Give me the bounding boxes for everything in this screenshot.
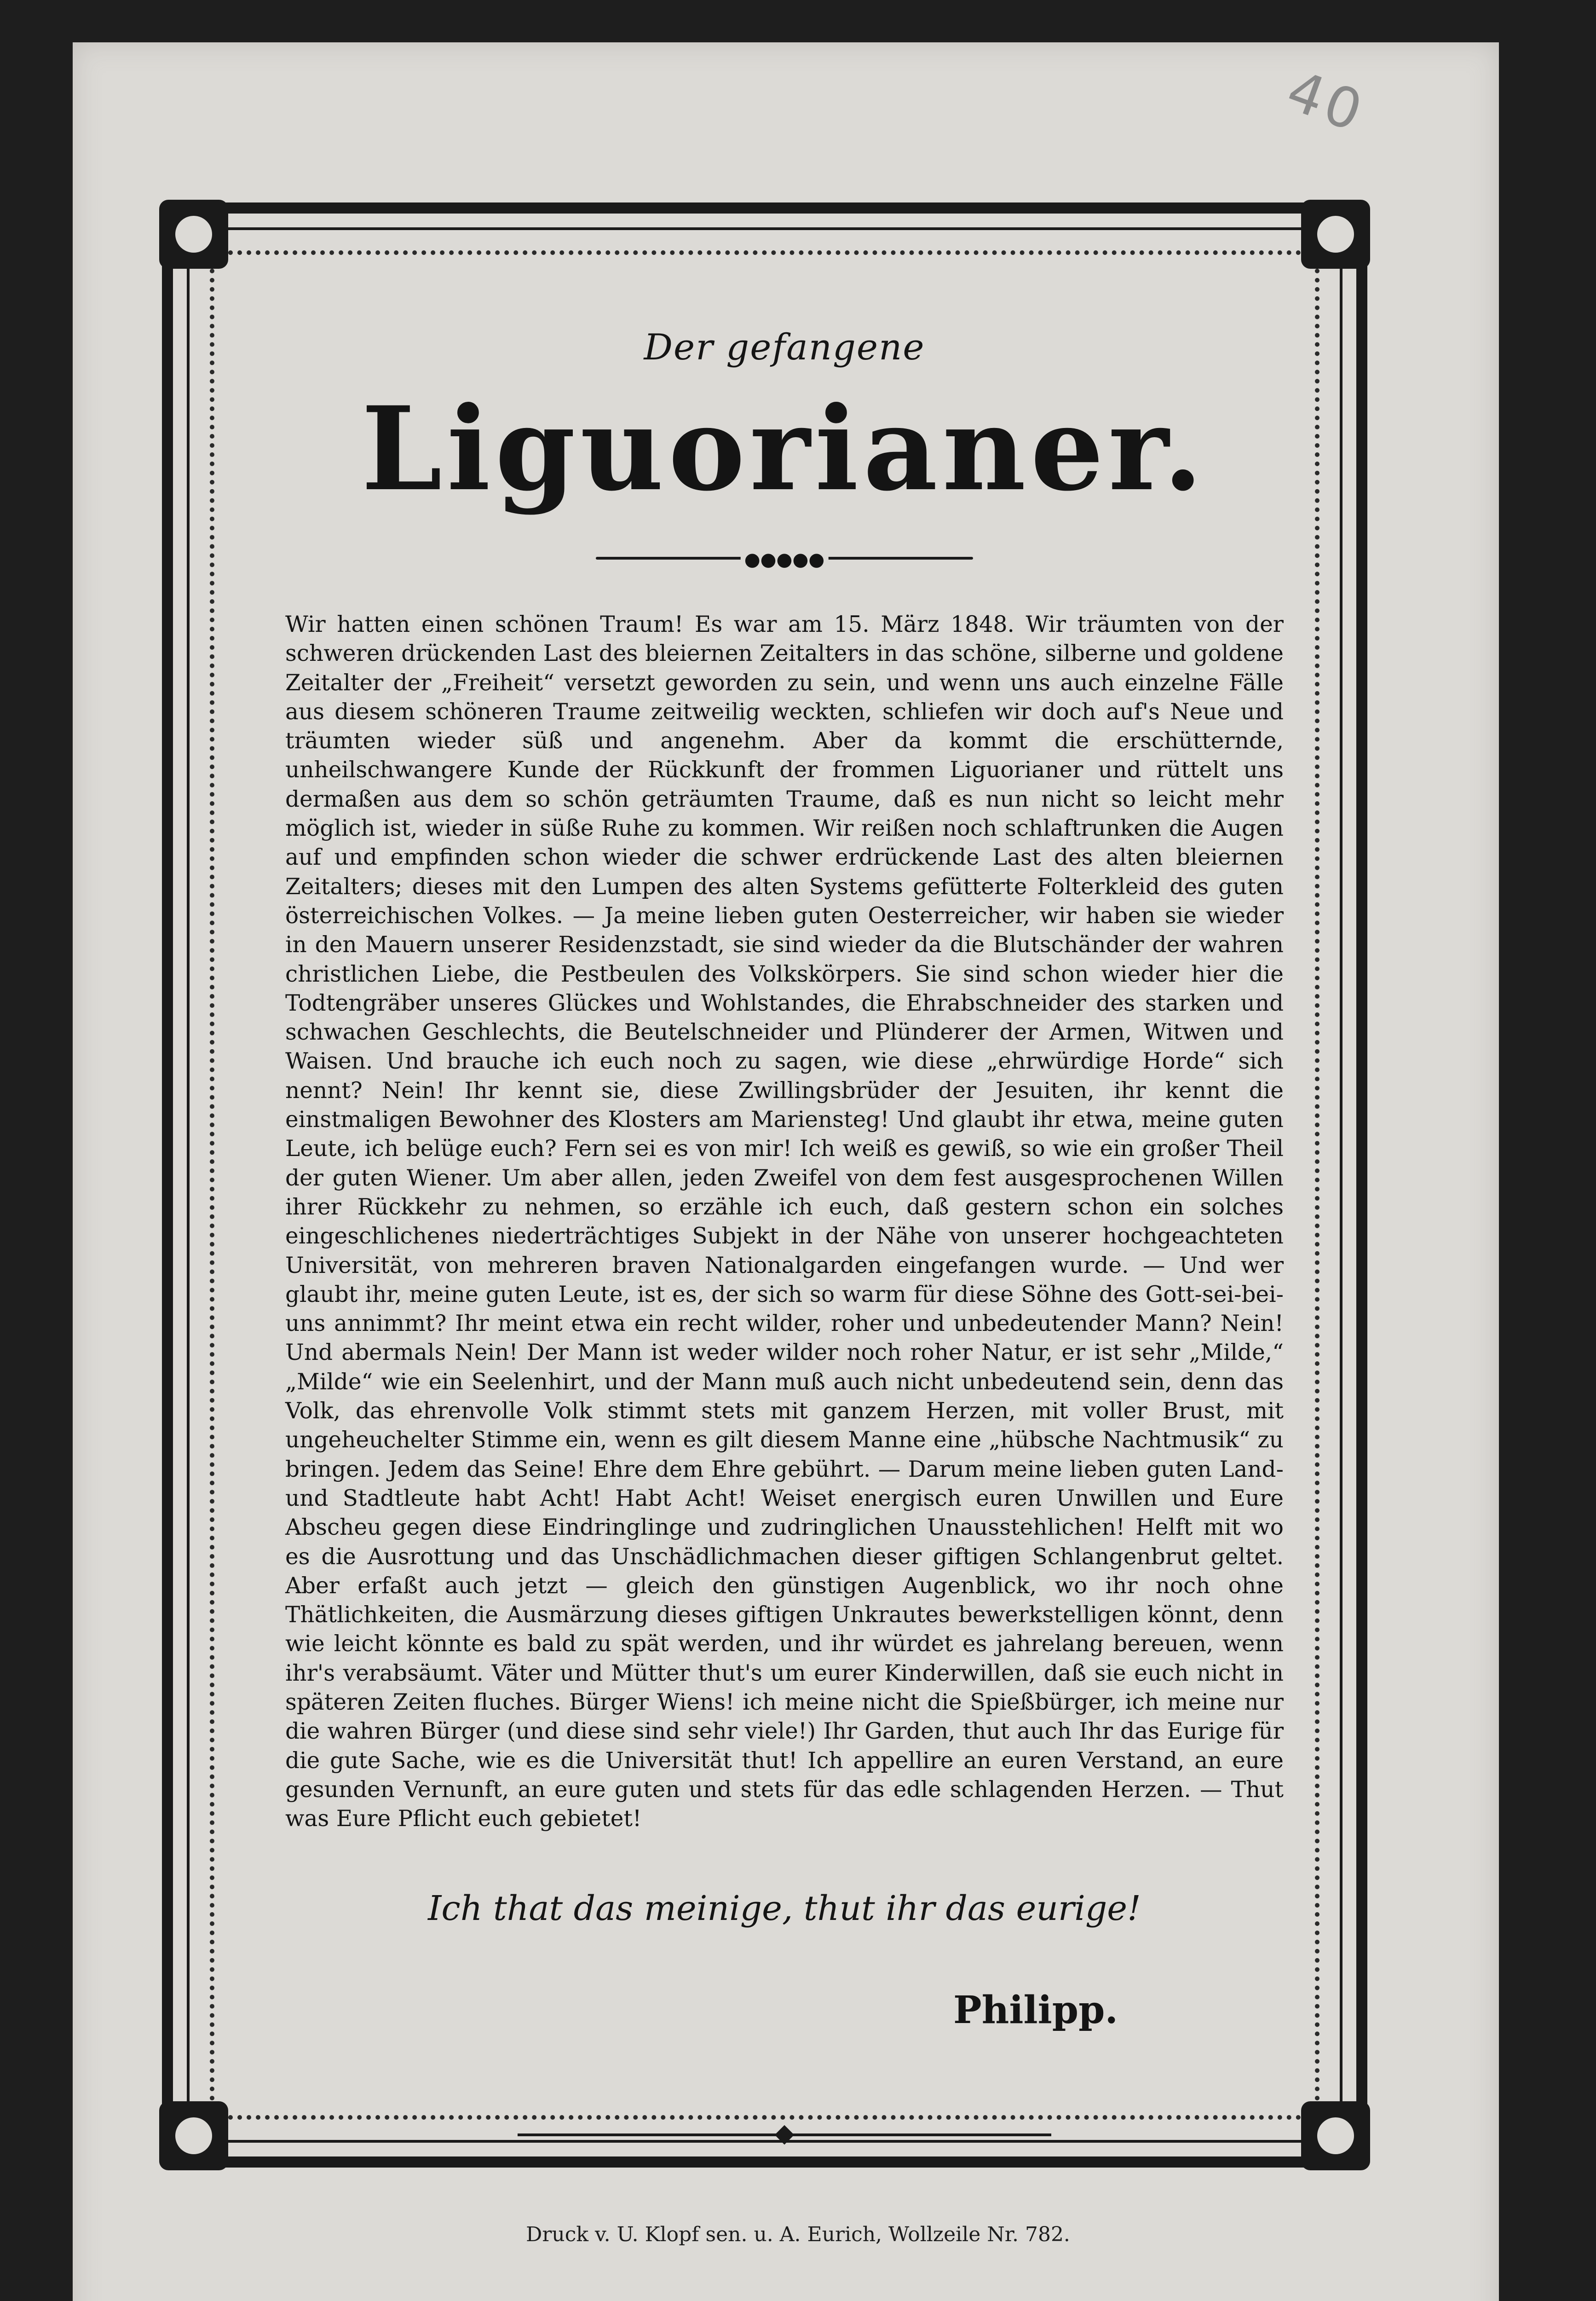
printer-imprint: Druck v. U. Klopf sen. u. A. Eurich, Wollzeile Nr. 782.: [526, 2223, 1070, 2246]
signature: Philipp.: [953, 1988, 1118, 2033]
page-title: Liguorianer.: [361, 381, 1208, 516]
border-corner-ornament: [1301, 200, 1370, 269]
body-text: [285, 610, 1284, 1833]
body-paragraph: Wir hatten einen schönen Traum! Es war am 15. März 1848. Wir träumten von der schweren drückenden Last des bleiernen Zeitalters in das schöne, silberne und goldene Zeitalter der „Freiheit“ versetzt geworden zu sein, und wenn uns auch einzelne Fälle aus diesem schöneren Traume zeitweilig weckten, schliefen wir doch auf's Neue und träumten wieder süß und angenehm. Aber da kommt die erschütternde, unheilschwangere Kunde der Rückkunft der frommen Liguorianer und rüttelt uns dermaßen aus dem so schön geträumten Traume, daß es nun nicht so leicht mehr möglich ist, wieder in süße Ruhe zu kommen. Wir reißen noch schlaftrunken die Augen auf und empfinden schon wieder die schwer erdrückende Last des alten bleiernen Zeitalters; dieses mit den Lumpen des alten Systems gefütterte Folterkleid des guten österreichischen Volkes. — Ja meine lieben guten Oesterreicher, wir haben sie wieder in den Mauern unserer Residenzstadt, sie sind wieder da die Blutschänder der wahren christlichen Liebe, die Pestbeulen des Volkskörpers. Sie sind schon wieder hier die Todtengräber unseres Glückes und Wohlstandes, die Ehrabschneider des starken und schwachen Geschlechts, die Beutelschneider und Plünderer der Armen, Witwen und Waisen. Und brauche ich euch noch zu sagen, wie diese „ehrwürdige Horde“ sich nennt? Nein! Ihr kennt sie, diese Zwillingsbrüder der Jesuiten, ihr kennt die einstmaligen Bewohner des Klosters am Mariensteg! Und glaubt ihr etwa, meine guten Leute, ich belüge euch? Fern sei es von mir! Ich weiß es gewiß, so wie ein großer Theil der guten Wiener. Um aber allen, jeden Zweifel von dem fest ausgesprochenen Willen ihrer Rückkehr zu nehmen, so erzähle ich euch, daß gestern schon ein solches eingeschlichenes niederträchtiges Subjekt in der Nähe von unserer hochgeachteten Universität, von mehreren braven Nationalgarden eingefangen wurde. — Und wer glaubt ihr, meine guten Leute, ist es, der sich so warm für diese Söhne des Gott-sei-bei-uns annimmt? Ihr meint etwa ein recht wilder, roher und unbedeutender Mann? Nein! Und abermals Nein! Der Mann ist weder wilder noch roher Natur, er ist sehr „Milde,“ „Milde“ wie ein Seelenhirt, und der Mann muß auch nicht unbedeutend sein, denn das Volk, das ehrenvolle Volk stimmt stets mit ganzem Herzen, mit voller Brust, mit ungeheuchelter Stimme ein, wenn es gilt diesem Manne eine „hübsche Nachtmusik“ zu bringen. Jedem das Seine! Ehre dem Ehre gebührt. — Darum meine lieben guten Land- und Stadtleute habt Acht! Habt Acht! Weiset energisch euren Unwillen und Eure Abscheu gegen diese Eindringlinge und zudringlichen Unausstehlichen! Helft mit wo es die Ausrottung und das Unschädlichmachen dieser giftigen Schlangenbrut geltet. Aber erfaßt auch jetzt — gleich den günstigen Augenblick, wo ihr noch ohne Thätlichkeiten, die Ausmärzung dieses giftigen Unkrautes bewerkstelligen könnt, denn wie leicht könnte es bald zu spät werden, und ihr würdet es jahrelang bereuen, wenn ihr's verabsäumt. Väter und Mütter thut's um eurer Kinderwillen, daß sie euch nicht in späteren Zeiten fluches. Bürger Wiens! ich meine nicht die Spießbürger, ich meine nur die wahren Bürger (und diese sind sehr viele!) Ihr Garden, thut auch Ihr das Eurige für die gute Sache, wie es die Universität thut! Ich appellire an euren Verstand, an eure gesunden Vernunft, an eure guten und stets für das edle schlagenden Herzen. — Thut was Eure Pflicht euch gebietet!: [285, 612, 1284, 1832]
border-corner-ornament: [159, 200, 228, 269]
rule-ornament-icon: ●●●●●: [741, 550, 829, 569]
border-corner-ornament: [159, 2101, 228, 2170]
border-corner-ornament: [1301, 2101, 1370, 2170]
poster-content: [285, 322, 1284, 2136]
slogan: Ich that das meinige, thut ihr das eurige!: [428, 1889, 1141, 1929]
subtitle: Der gefangene: [644, 327, 925, 368]
closing-rule: [518, 2133, 1051, 2136]
pencil-annotation: 40: [1279, 58, 1374, 145]
ornamental-rule: [596, 549, 973, 570]
